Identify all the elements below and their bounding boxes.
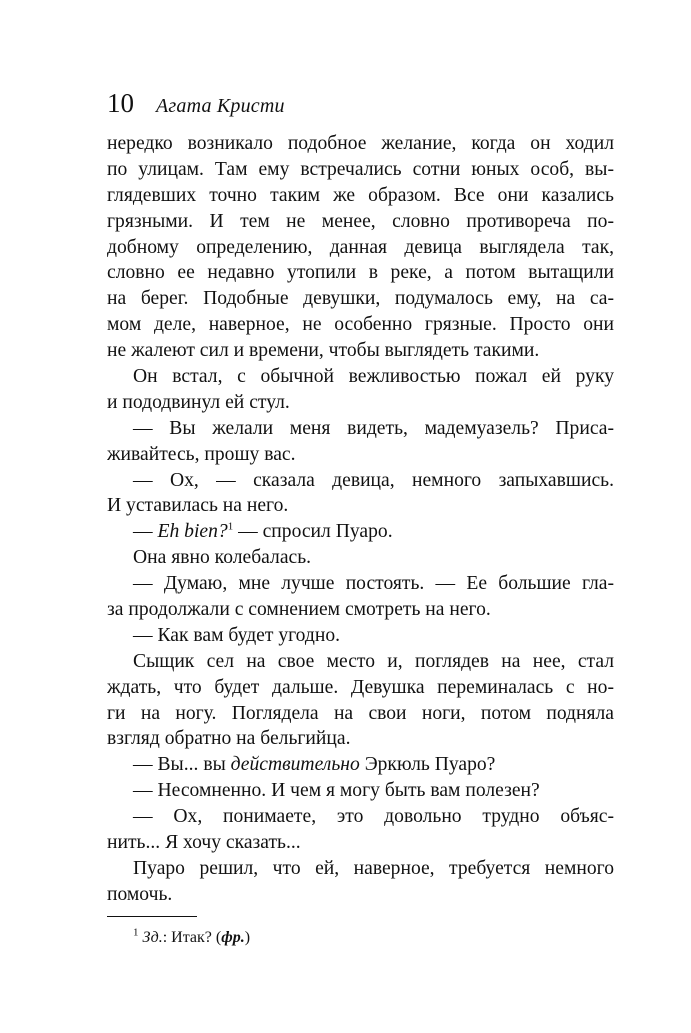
text-line: Пуаро решил, что ей, наверное, требуется немного — [133, 857, 614, 879]
dialogue-text: — Вы... вы — [133, 754, 231, 776]
text-line: на берег. Подобные девушки, подумалось ему, на са- — [107, 288, 614, 310]
footnote-text: : Итак? ( — [162, 929, 222, 947]
text-line-vy — [107, 752, 614, 778]
text-line: словно ее недавно утопили в реке, а потом вытащили — [107, 262, 614, 284]
text-line: не жалеют сил и времени, чтобы выглядеть такими. — [107, 340, 540, 362]
dialogue-text: Эркюль Пуаро? — [364, 754, 496, 776]
running-head-author: Агата Кристи — [156, 95, 285, 117]
text-line: грязными. И тем не менее, словно противореча по- — [107, 210, 614, 232]
text-line: ги на ногу. Поглядела на свои ноги, потом подняла — [107, 702, 614, 724]
dialogue-text: — спросил Пуаро. — [238, 521, 393, 543]
footnote-abbr: Зд. — [142, 929, 163, 947]
text-line: И уставилась на него. — [107, 495, 289, 517]
footnote-lang: фр. — [221, 929, 245, 947]
text-line: помочь. — [107, 883, 173, 905]
text-line: — Думаю, мне лучше постоять. — Ее большие гла- — [133, 573, 614, 595]
text-line: глядевших точно таким же образом. Все они казались — [107, 184, 614, 206]
text-line: за продолжали с сомнением смотреть на него. — [107, 599, 491, 621]
dialogue-dash: — — [133, 521, 158, 543]
footnote — [107, 928, 614, 948]
text-line: взгляд обратно на бельгийца. — [107, 728, 351, 750]
text-line: нить... Я хочу сказать... — [107, 832, 301, 854]
text-line: Она явно колебалась. — [133, 547, 312, 569]
text-line: — Ох, — сказала девица, немного запыхавшись. — [133, 469, 614, 491]
text-line: Он встал, с обычной вежливостью пожал ей руку — [133, 366, 614, 388]
text-line: и пододвинул ей стул. — [107, 391, 290, 413]
text-line: Сыщик сел на свое место и, поглядев на нее, стал — [133, 650, 614, 672]
page-header — [107, 88, 614, 122]
footnote-divider — [107, 916, 197, 918]
body-text — [107, 131, 614, 908]
text-line: мом деле, наверное, не особенно грязные. Просто они — [107, 314, 614, 336]
text-line: — Вы желали меня видеть, мадемуазель? Приса- — [133, 417, 614, 439]
text-line-eh-bien — [107, 519, 614, 545]
text-line: живайтесь, прошу вас. — [107, 443, 296, 465]
footnote-close: ) — [244, 929, 251, 947]
text-line: — Несомненно. И чем я могу быть вам полезен? — [133, 780, 540, 802]
text-line: ждать, что будет дальше. Девушка переминалась с но- — [107, 676, 614, 698]
foreign-phrase: Eh bien? — [157, 521, 228, 543]
page-number: 10 — [107, 88, 134, 118]
text-line: — Как вам будет угодно. — [133, 624, 341, 646]
text-line: по улицам. Там ему встречались сотни юных особ, вы- — [107, 158, 614, 180]
text-line: — Ох, понимаете, это довольно трудно объяс- — [133, 806, 614, 828]
text-line: добному определению, данная девица выглядела так, — [107, 236, 614, 258]
text-line: нередко возникало подобное желание, когда он ходил — [107, 133, 614, 154]
footnote-marker: 1 — [133, 926, 139, 939]
book-page — [107, 88, 614, 948]
emphasis: действительно — [230, 754, 360, 776]
footnote-ref: 1 — [227, 520, 234, 533]
